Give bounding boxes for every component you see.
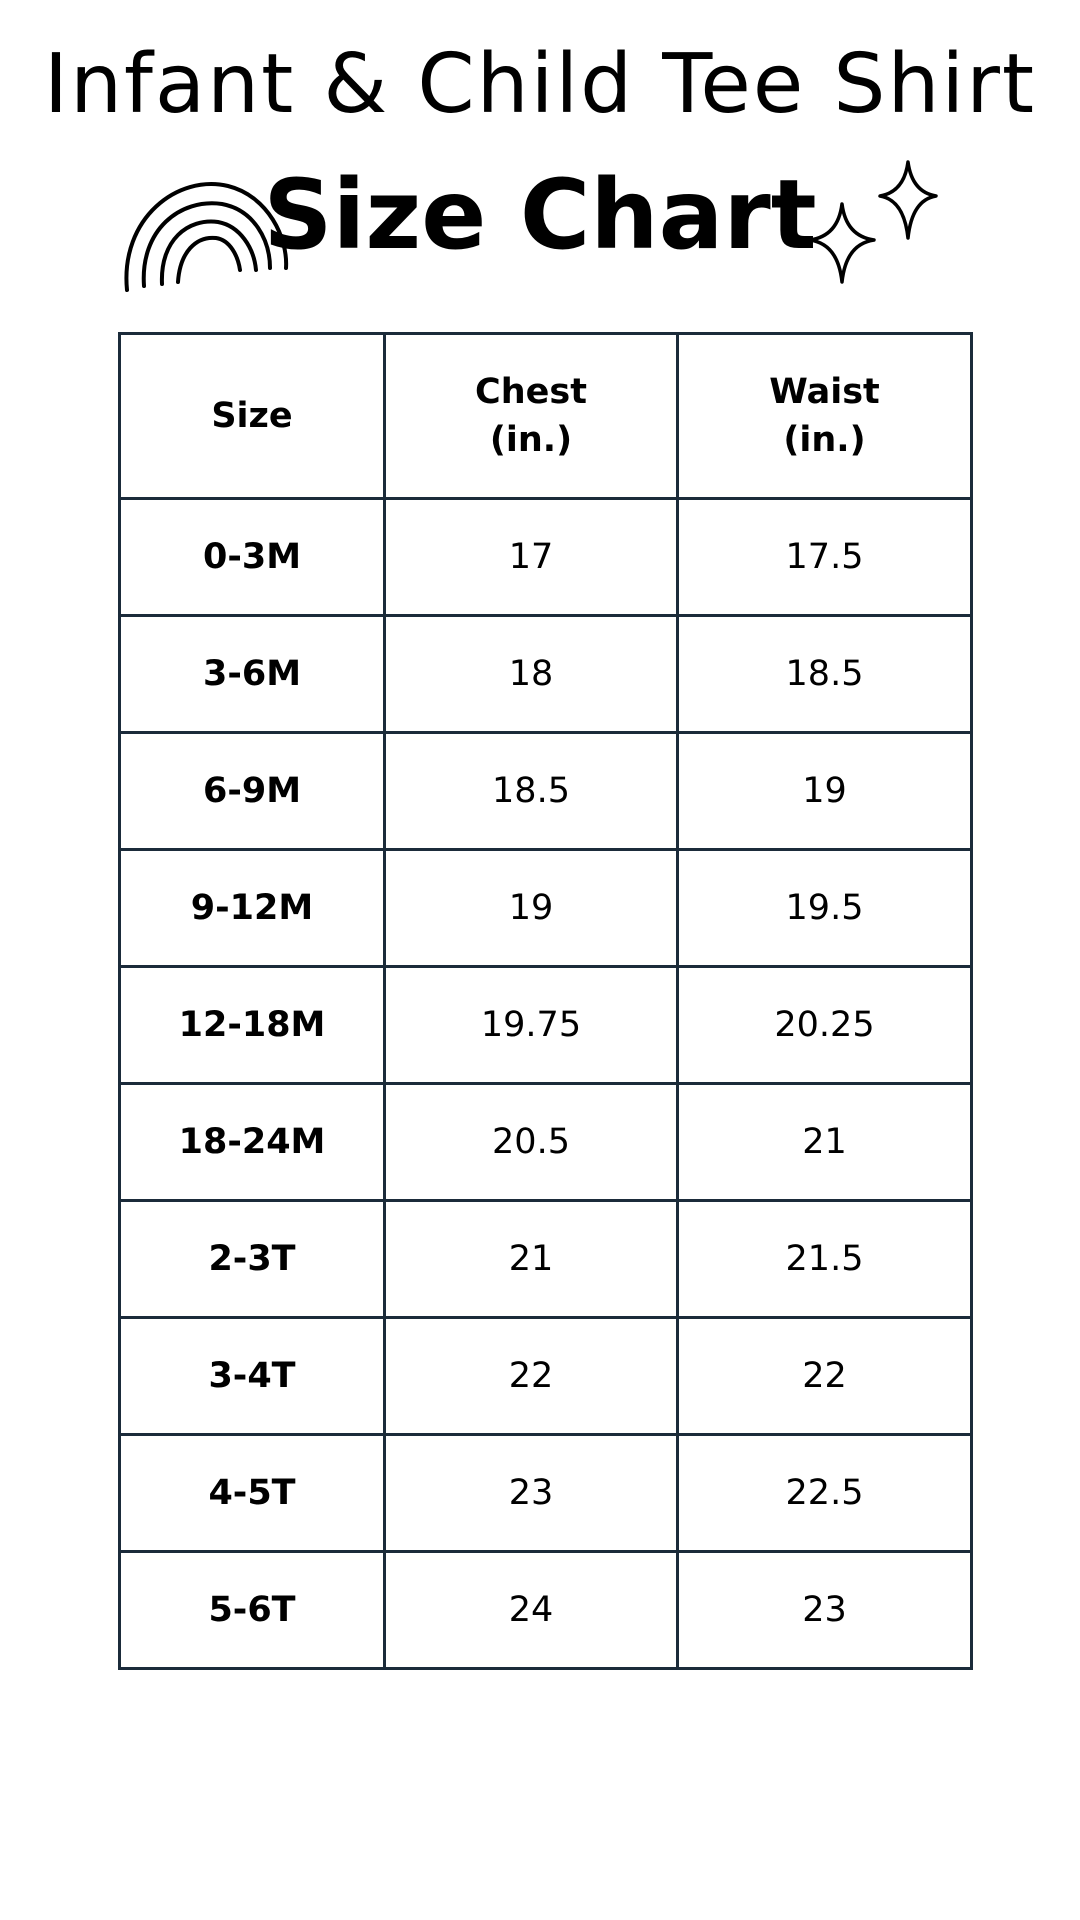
header-waist-unit: (in.) xyxy=(783,420,866,460)
waist-cell: 22.5 xyxy=(678,1435,972,1552)
size-cell: 3-6M xyxy=(120,616,385,733)
waist-cell: 20.25 xyxy=(678,967,972,1084)
table-row xyxy=(120,1084,972,1201)
chest-cell: 24 xyxy=(385,1552,678,1669)
chest-cell: 17 xyxy=(385,499,678,616)
chest-cell: 19.75 xyxy=(385,967,678,1084)
size-cell: 5-6T xyxy=(120,1552,385,1669)
chest-cell: 18.5 xyxy=(385,733,678,850)
chest-cell: 18 xyxy=(385,616,678,733)
size-cell: 9-12M xyxy=(120,850,385,967)
chest-cell: 21 xyxy=(385,1201,678,1318)
waist-cell: 23 xyxy=(678,1552,972,1669)
header-chest-label: Chest xyxy=(475,372,587,412)
header-waist-label: Waist xyxy=(769,372,880,412)
sub-title: Size Chart xyxy=(263,159,817,271)
table-header-row xyxy=(120,334,972,499)
size-cell: 18-24M xyxy=(120,1084,385,1201)
size-cell: 0-3M xyxy=(120,499,385,616)
waist-cell: 21.5 xyxy=(678,1201,972,1318)
chest-cell: 20.5 xyxy=(385,1084,678,1201)
waist-cell: 19.5 xyxy=(678,850,972,967)
size-cell: 6-9M xyxy=(120,733,385,850)
size-cell: 3-4T xyxy=(120,1318,385,1435)
table-row xyxy=(120,1552,972,1669)
page-title: Infant & Child Tee Shirt xyxy=(43,37,1037,132)
table-row xyxy=(120,616,972,733)
table-row xyxy=(120,1435,972,1552)
chest-cell: 19 xyxy=(385,850,678,967)
size-cell: 12-18M xyxy=(120,967,385,1084)
table-row xyxy=(120,499,972,616)
waist-cell: 21 xyxy=(678,1084,972,1201)
waist-cell: 19 xyxy=(678,733,972,850)
header-waist xyxy=(678,334,972,499)
size-cell: 2-3T xyxy=(120,1201,385,1318)
size-table xyxy=(118,332,973,1670)
waist-cell: 17.5 xyxy=(678,499,972,616)
chest-cell: 22 xyxy=(385,1318,678,1435)
table-row xyxy=(120,733,972,850)
table-row xyxy=(120,850,972,967)
table-row xyxy=(120,967,972,1084)
waist-cell: 22 xyxy=(678,1318,972,1435)
header-size: Size xyxy=(120,334,385,499)
header-chest xyxy=(385,334,678,499)
header-chest-unit: (in.) xyxy=(489,420,573,460)
sparkle-icon xyxy=(806,158,946,288)
table-row xyxy=(120,1318,972,1435)
waist-cell: 18.5 xyxy=(678,616,972,733)
chest-cell: 23 xyxy=(385,1435,678,1552)
size-cell: 4-5T xyxy=(120,1435,385,1552)
table-row xyxy=(120,1201,972,1318)
